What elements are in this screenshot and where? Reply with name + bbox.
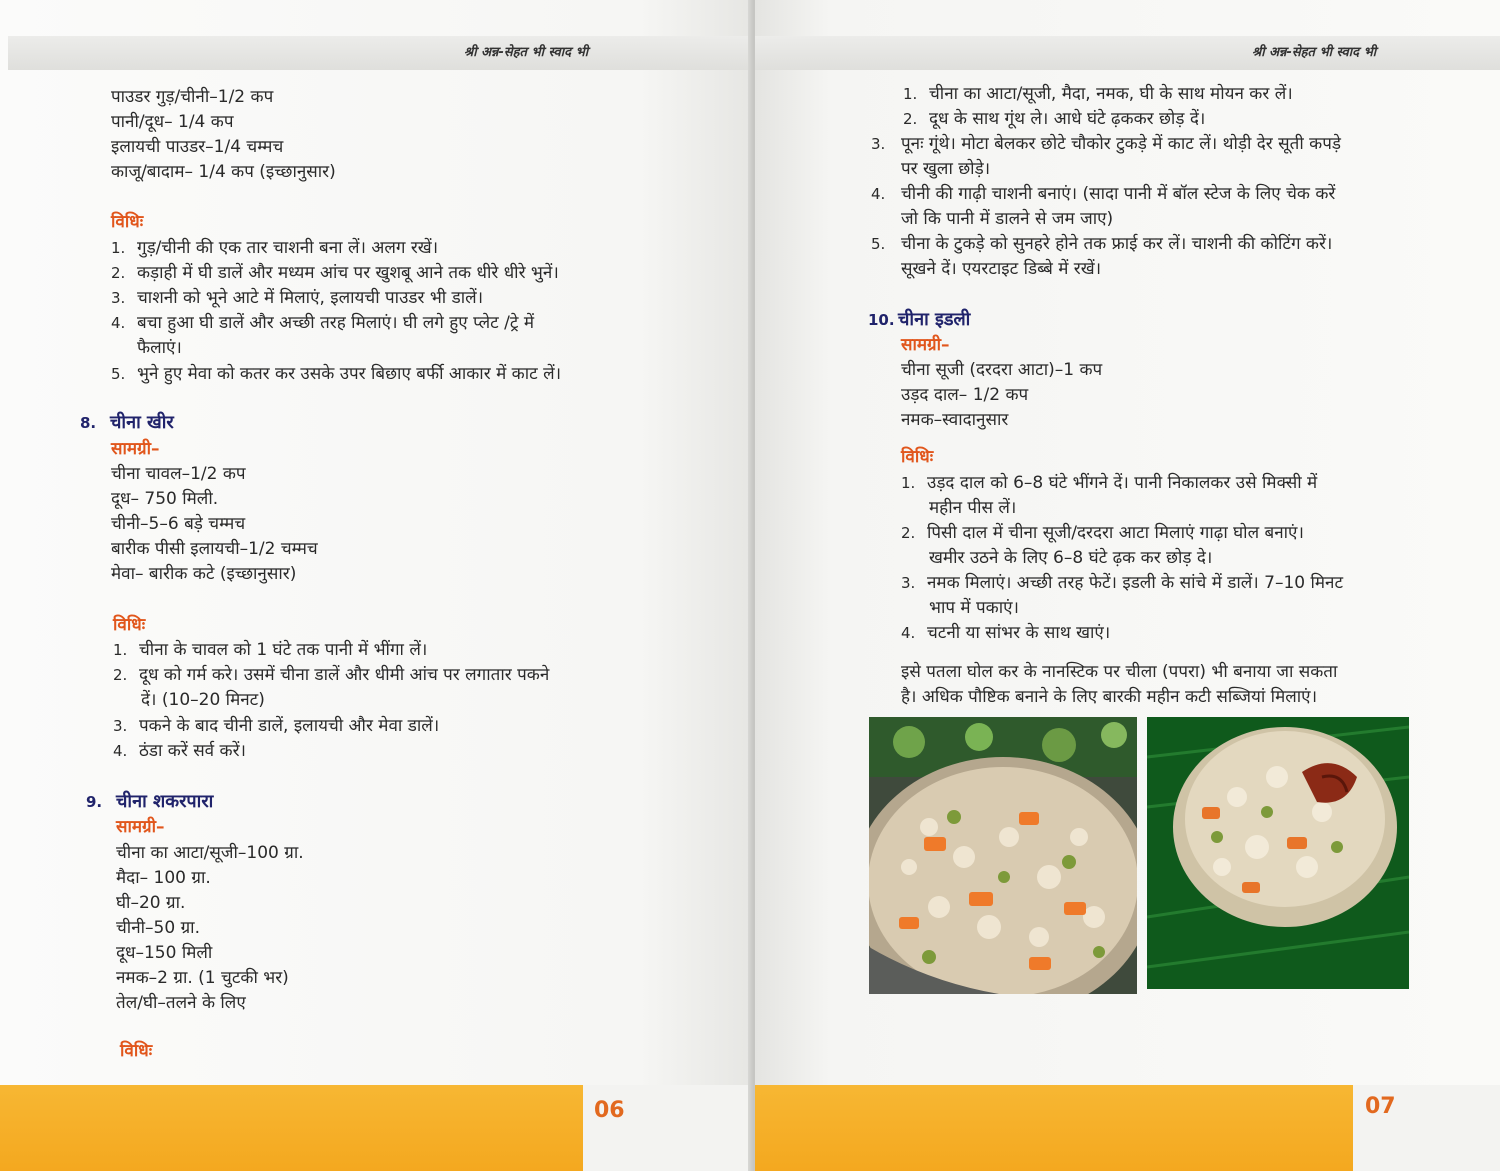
header-band [8,36,752,70]
method-step: 1. गुड़/चीनी की एक तार चाशनी बना लें। अलग रखें। [111,238,439,258]
ingredient-line: तेल/घी–तलने के लिए [116,993,246,1013]
ingredients-label: सामग्री– [116,817,165,837]
method-label: विधिः [120,1041,153,1061]
note-line: है। अधिक पौष्टिक बनाने के लिए बारकी महीन कटी सब्जियां मिलाएं। [901,687,1318,707]
method-step: 1. उड़द दाल को 6–8 घंटे भींगने दें। पानी निकालकर उसे मिक्सी में [901,473,1318,493]
method-step-cont: जो कि पानी में डालने से जम जाए) [901,209,1114,229]
ingredient-line: इलायची पाउडर–1/4 चम्मच [111,137,284,157]
method-label: विधिः [901,447,934,467]
method-step-cont: खमीर उठने के लिए 6–8 घंटे ढ़क कर छोड़ दे। [929,548,1213,568]
method-step: 5. भुने हुए मेवा को कतर कर उसके उपर बिछाए बर्फी आकार में काट लें। [111,364,562,384]
dish-photo-right [1147,717,1409,989]
method-label: विधिः [113,615,146,635]
method-step: 4. ठंडा करें सर्व करें। [113,741,246,761]
method-step-cont: पर खुला छोड़े। [901,159,991,179]
ingredient-line: चीना चावल–1/2 कप [111,464,246,484]
method-step: 4. बचा हुआ घी डालें और अच्छी तरह मिलाएं। घी लगे हुए प्लेट /ट्रे में [111,313,535,333]
ingredient-line: घी–20 ग्रा. [116,893,186,913]
method-step: 1. चीना का आटा/सूजी, मैदा, नमक, घी के साथ मोयन कर लें। [903,84,1293,104]
method-label: विधिः [111,212,144,232]
recipe-heading-8: 8. चीना खीर [80,412,174,433]
note-line: इसे पतला घोल कर के नानस्टिक पर चीला (पपरा) भी बनाया जा सकता [901,662,1338,682]
ingredient-line: पानी/दूध– 1/4 कप [111,112,234,132]
ingredient-line: नमक–2 ग्रा. (1 चुटकी भर) [116,968,289,988]
method-step: 2. दूध को गर्म करे। उसमें चीना डालें और धीमी आंच पर लगातार पकने [113,665,550,685]
ingredient-line: नमक–स्वादानुसार [901,410,1009,430]
ingredient-line: दूध–150 मिली [116,943,213,963]
method-step: 3. चाशनी को भूने आटे में मिलाएं, इलायची पाउडर भी डालें। [111,288,484,308]
footer-band [0,1085,583,1171]
ingredient-line: मेवा– बारीक कटे (इच्छानुसार) [111,564,297,584]
method-step-cont: दें। (10–20 मिनट) [141,690,265,710]
ingredient-line: दूध– 750 मिली. [111,489,219,509]
method-step: 2. दूध के साथ गूंथ ले। आधे घंटे ढ़ककर छोड़ दें। [903,109,1206,129]
ingredient-line: बारीक पीसी इलायची–1/2 चम्मच [111,539,318,559]
ingredients-label: सामग्री– [111,439,160,459]
header-band [755,36,1500,70]
method-step: 3. नमक मिलाएं। अच्छी तरह फेटें। इडली के सांचे में डालें। 7–10 मिनट [901,573,1344,593]
ingredient-line: चीनी–5–6 बड़े चम्मच [111,514,246,534]
page-number: 07 [1365,1094,1396,1119]
ingredient-line: चीना सूजी (दरदरा आटा)–1 कप [901,360,1103,380]
ingredients-label: सामग्री– [901,335,950,355]
method-step: 4. चटनी या सांभर के साथ खाएं। [901,623,1111,643]
ingredient-line: चीना का आटा/सूजी–100 ग्रा. [116,843,304,863]
ingredient-line: मैदा– 100 ग्रा. [116,868,211,888]
dish-photo-left [869,717,1137,994]
right-page [755,0,1500,1171]
footer-band [755,1085,1353,1171]
method-step: 5. चीना के टुकड़े को सुनहरे होने तक फ्राई कर लें। चाशनी की कोटिंग करें। [871,234,1333,254]
method-step: 1. चीना के चावल को 1 घंटे तक पानी में भींगा लें। [113,640,428,660]
ingredient-line: चीनी–50 ग्रा. [116,918,200,938]
page-number: 06 [594,1098,625,1123]
method-step: 2. कड़ाही में घी डालें और मध्यम आंच पर खुशबू आने तक धीरे धीरे भुनें। [111,263,559,283]
recipe-heading-9: 9. चीना शकरपारा [86,791,214,812]
method-step: 3. पकने के बाद चीनी डालें, इलायची और मेवा डालें। [113,716,440,736]
method-step-cont: भाप में पकाएं। [929,598,1019,618]
method-step: 4. चीनी की गाढ़ी चाशनी बनाएं। (सादा पानी में बॉल स्टेज के लिए चेक करें [871,184,1336,204]
ingredient-line: उड़द दाल– 1/2 कप [901,385,1029,405]
method-step: 3. पूनः गूंथे। मोटा बेलकर छोटे चौकोर टुकड़े में काट लें। थोड़ी देर सूती कपड़े [871,134,1341,154]
ingredient-line: पाउडर गुड़/चीनी–1/2 कप [111,87,274,107]
method-step-cont: फैलाएं। [137,338,182,358]
method-step-cont: महीन पीस लें। [929,498,1017,518]
method-step: 2. पिसी दाल में चीना सूजी/दरदरा आटा मिलाएं गाढ़ा घोल बनाएं। [901,523,1304,543]
recipe-heading-10: 10. चीना इडली [868,309,971,330]
running-header: श्री अन्न-सेहत भी स्वाद भी [464,45,589,60]
running-header: श्री अन्न-सेहत भी स्वाद भी [1252,45,1377,60]
ingredient-line: काजू/बादाम– 1/4 कप (इच्छानुसार) [111,162,336,182]
method-step-cont: सूखने दें। एयरटाइट डिब्बे में रखें। [901,259,1102,279]
